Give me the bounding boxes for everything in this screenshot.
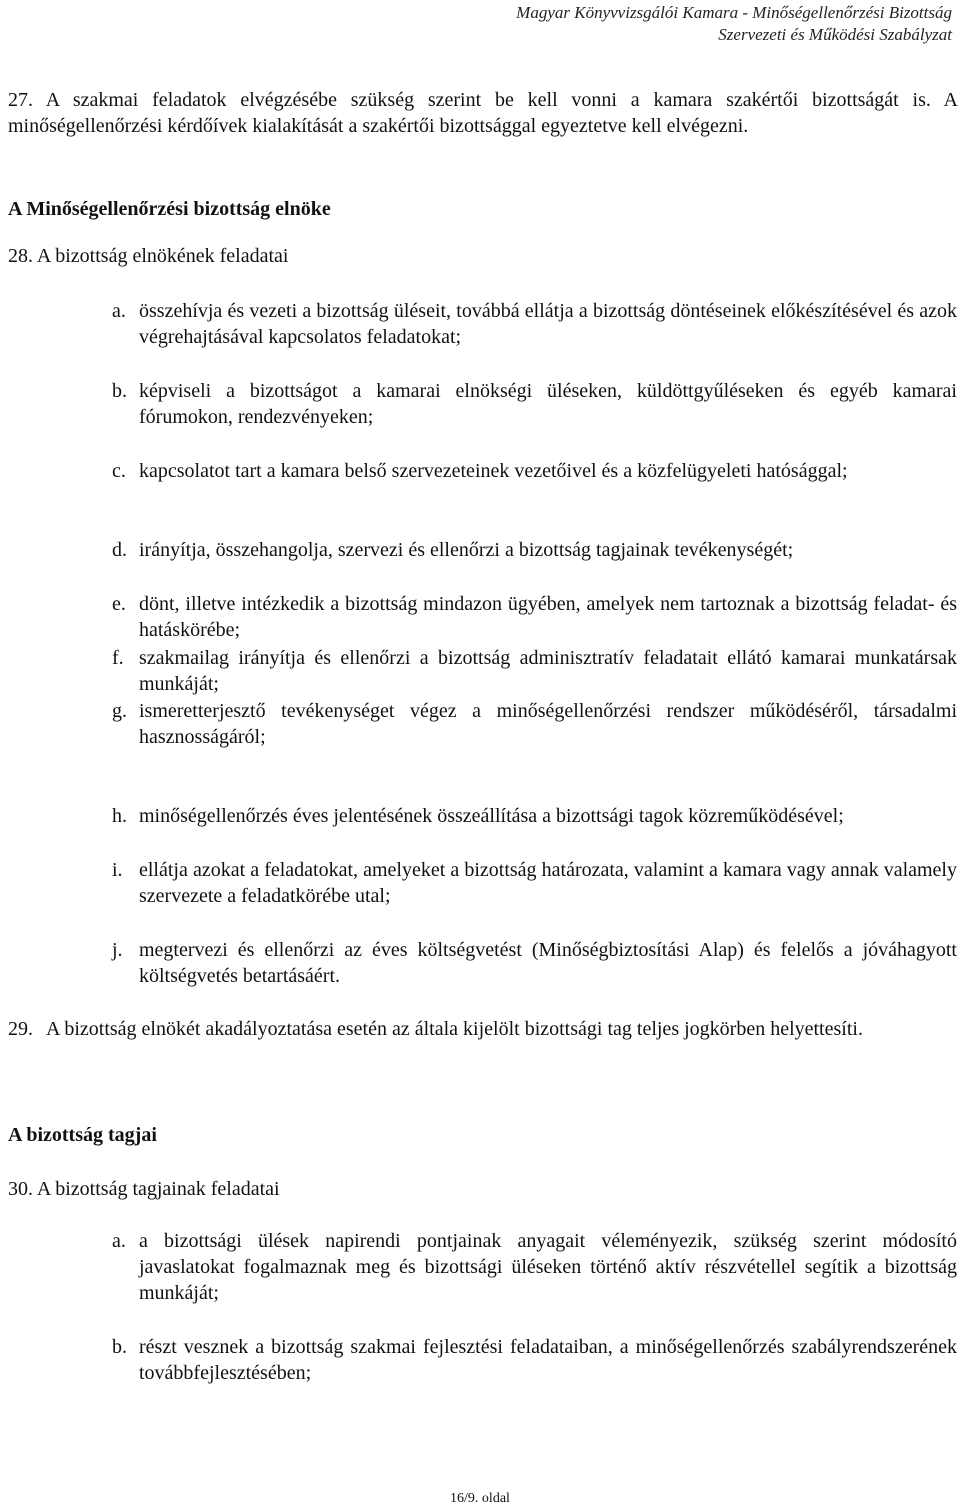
page-header [516, 2, 952, 46]
list-item-letter: b. [112, 1336, 127, 1358]
list-item-letter: a. [112, 1230, 126, 1252]
list-item: dönt, illetve intézkedik a bizottság mindazon ügyében, amelyek nem tartoznak a bizottság feladat- és hatáskörébe; [139, 593, 957, 641]
list-item: ismeretterjesztő tevékenységet végez a minőségellenőrzési rendszer működéséről, társadalmi hasznosságáról; [139, 700, 957, 748]
list-item-letter: i. [112, 859, 123, 881]
list-item: szakmailag irányítja és ellenőrzi a bizottság adminisztratív feladatait ellátó kamarai munkatársak munkáját; [139, 647, 957, 695]
list-item-letter: g. [112, 700, 127, 722]
list-item-letter: j. [112, 939, 123, 961]
list-item-letter: a. [112, 300, 126, 322]
list-item: részt vesznek a bizottság szakmai fejlesztési feladataiban, a minőségellenőrzés szabályrendszerének továbbfejlesztésében; [139, 1336, 957, 1384]
section-28-title: 28. A bizottság elnökének feladatai [8, 245, 289, 267]
paragraph-27: 27. A szakmai feladatok elvégzésébe szükség szerint be kell vonni a kamara szakértői bizottságát is. A minőségellenőrzési kérdőívek kialakítását a szakértői bizottsággal egyeztetve kell elvégezni. [8, 89, 958, 137]
section-30-title: 30. A bizottság tagjainak feladatai [8, 1178, 280, 1200]
list-item-letter: f. [112, 647, 124, 669]
list-item: irányítja, összehangolja, szervezi és ellenőrzi a bizottság tagjainak tevékenységét; [139, 539, 794, 561]
list-item-letter: d. [112, 539, 127, 561]
header-line-2: Szervezeti és Működési Szabályzat [718, 25, 952, 44]
heading-tagjai: A bizottság tagjai [8, 1124, 157, 1146]
page-number: 16/9. oldal [450, 1491, 510, 1506]
list-item: a bizottsági ülések napirendi pontjainak anyagait véleményezik, szükség szerint módosító javaslatokat fogalmaznak meg és bizottsági üléseken történő aktív részvétellel segítik a bizottság munkáját; [139, 1230, 957, 1304]
list-item-letter: e. [112, 593, 126, 615]
section-29-number: 29. [8, 1018, 33, 1040]
list-item-letter: b. [112, 380, 127, 402]
list-item: minőségellenőrzés éves jelentésének összeállítása a bizottsági tagok közreműködésével; [139, 805, 844, 827]
header-line-1: Magyar Könyvvizsgálói Kamara - Minőségellenőrzési Bizottság [516, 3, 952, 22]
list-item: kapcsolatot tart a kamara belső szervezeteinek vezetőivel és a közfelügyeleti hatósággal; [139, 460, 848, 482]
list-item-letter: c. [112, 460, 126, 482]
list-item: megtervezi és ellenőrzi az éves költségvetést (Minőségbiztosítási Alap) és felelős a jóváhagyott költségvetés betartásáért. [139, 939, 957, 987]
list-item: képviseli a bizottságot a kamarai elnökségi üléseken, küldöttgyűléseken és egyéb kamarai fórumokon, rendezvényeken; [139, 380, 957, 428]
section-29-text: A bizottság elnökét akadályoztatása esetén az általa kijelölt bizottsági tag teljes jogkörben helyettesíti. [46, 1018, 863, 1040]
list-item: ellátja azokat a feladatokat, amelyeket a bizottság határozata, valamint a kamara vagy annak valamely szervezete a feladatkörébe utal; [139, 859, 957, 907]
list-item-letter: h. [112, 805, 127, 827]
list-item: összehívja és vezeti a bizottság üléseit, továbbá ellátja a bizottság döntéseinek előkészítésével és azok végrehajtásával kapcsolatos feladatokat; [139, 300, 957, 348]
heading-elnok: A Minőségellenőrzési bizottság elnöke [8, 198, 331, 220]
